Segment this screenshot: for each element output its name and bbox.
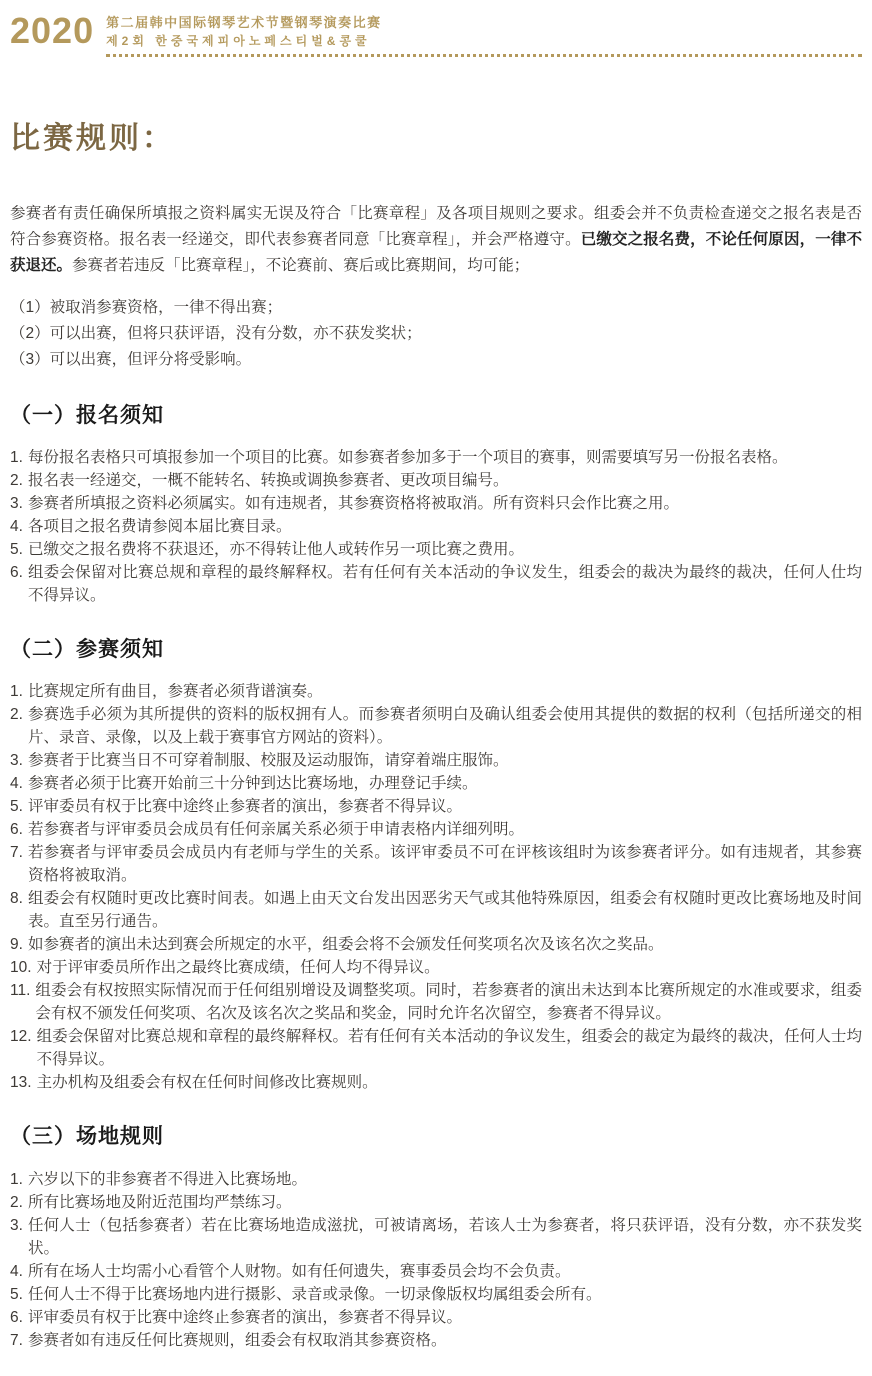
rule-text: 任何人士（包括参赛者）若在比赛场地造成滋扰，可被请离场，若该人士为参赛者，将只获评语，没有分数，亦不获发奖状。: [27, 1216, 862, 1257]
section-heading: （三）场地规则: [10, 1125, 164, 1149]
rule-text: 任何人士不得于比赛场地内进行摄影、录音或录像。一切录像版权均属组委会所有。: [27, 1285, 602, 1303]
rule-item: [10, 956, 862, 979]
rule-text: 所有比赛场地及附近范围均严禁练习。: [27, 1193, 292, 1211]
rule-item: [10, 1214, 862, 1260]
section-venue-rules: [10, 1120, 862, 1351]
rule-item: [10, 818, 862, 841]
rule-text: 组委会有权按照实际情况而于任何组别增设及调整奖项。同时，若参赛者的演出未达到本比赛所规定的水准或要求，组委会有权不颁发任何奖项、名次及该名次之奖品和奖金，同时允许名次留空，参赛者不得异议。: [35, 982, 862, 1023]
rule-text: 各项目之报名费请参阅本届比赛目录。: [27, 517, 292, 535]
rule-list: [10, 446, 862, 607]
rule-number: 5.: [10, 1285, 23, 1303]
rule-text: 评审委员有权于比赛中途终止参赛者的演出，参赛者不得异议。: [27, 798, 462, 816]
rule-item: [10, 772, 862, 795]
rule-item: [10, 1329, 862, 1352]
rule-number: 2.: [10, 706, 23, 724]
rule-number: 11.: [10, 982, 31, 1000]
rule-text: 评审委员有权于比赛中途终止参赛者的演出，参赛者不得异议。: [27, 1308, 462, 1326]
rule-number: 13.: [10, 1074, 32, 1092]
dotted-divider: [106, 54, 862, 57]
document-body: [10, 113, 862, 1352]
rule-item: [10, 1260, 862, 1283]
intro-paragraph: [10, 201, 862, 279]
rule-number: 3.: [10, 494, 23, 512]
header-titles: [106, 12, 862, 57]
rule-number: 5.: [10, 798, 23, 816]
rule-text: 若参赛者与评审委员会成员内有老师与学生的关系。该评审委员不可在评核该组时为该参赛者评分。如有违规者，其参赛资格将被取消。: [27, 844, 862, 885]
rule-item: [10, 446, 862, 469]
rule-text: 参赛者所填报之资料必须属实。如有违规者，其参赛资格将被取消。所有资料只会作比赛之用。: [27, 494, 679, 512]
rule-text: 已缴交之报名费将不获退还，亦不得转让他人或转作另一项比赛之费用。: [27, 540, 524, 558]
rule-item: [10, 841, 862, 887]
rule-number: 12.: [10, 1028, 32, 1046]
rule-text: 组委会保留对比赛总规和章程的最终解释权。若有任何有关本活动的争议发生，组委会的裁决为最终的裁决，任何人仕均不得异议。: [27, 563, 862, 604]
header-title-chinese: 第二届韩中国际钢琴艺术节暨钢琴演奏比赛: [106, 15, 382, 30]
rule-item: [10, 469, 862, 492]
section-heading: （一）报名须知: [10, 403, 164, 427]
page-title: 比赛规则：: [10, 122, 175, 155]
rule-item: [10, 1168, 862, 1191]
intro-text-tail: 参赛者若违反「比赛章程」，不论赛前、赛后或比赛期间，均可能；: [72, 257, 530, 274]
rule-number: 7.: [10, 844, 23, 862]
rule-item: [10, 979, 862, 1025]
rule-text: 组委会保留对比赛总规和章程的最终解释权。若有任何有关本活动的争议发生，组委会的裁定为最终的裁决，任何人士均不得异议。: [36, 1028, 862, 1069]
rule-number: 3.: [10, 752, 23, 770]
rule-item: [10, 887, 862, 933]
rule-item: [10, 933, 862, 956]
rule-number: 1.: [10, 448, 23, 466]
header: [10, 12, 862, 57]
rule-item: [10, 1071, 862, 1094]
rule-list: [10, 680, 862, 1094]
penalty-item: （3）可以出赛，但评分将受影响。: [10, 350, 252, 368]
rule-text: 若参赛者与评审委员会成员有任何亲属关系必须于申请表格内详细列明。: [27, 821, 524, 839]
penalty-item: （2）可以出赛，但将只获评语，没有分数，亦不获发奖状；: [10, 324, 422, 342]
rule-text: 参赛者必须于比赛开始前三十分钟到达比赛场地，办理登记手续。: [27, 775, 478, 793]
penalty-item: （1）被取消参赛资格，一律不得出赛；: [10, 298, 283, 316]
rule-number: 6.: [10, 563, 23, 581]
rule-text: 所有在场人士均需小心看管个人财物。如有任何遗失，赛事委员会均不会负责。: [27, 1262, 571, 1280]
rule-text: 参赛者于比赛当日不可穿着制服、校服及运动服饰，请穿着端庄服饰。: [27, 752, 509, 770]
rule-number: 2.: [10, 1193, 23, 1211]
rule-number: 6.: [10, 821, 23, 839]
rule-text: 参赛选手必须为其所提供的资料的版权拥有人。而参赛者须明白及确认组委会使用其提供的数据的权利（包括所递交的相片、录音、录像，以及上载于赛事官方网站的资料）。: [27, 706, 862, 747]
rule-item: [10, 1025, 862, 1071]
rule-item: [10, 680, 862, 703]
rule-item: [10, 492, 862, 515]
section-heading: （二）参赛须知: [10, 637, 164, 661]
rule-item: [10, 749, 862, 772]
rule-text: 每份报名表格只可填报参加一个项目的比赛。如参赛者参加多于一个项目的赛事，则需要填写另一份报名表格。: [27, 448, 788, 466]
rule-list: [10, 1168, 862, 1352]
rule-number: 7.: [10, 1331, 23, 1349]
rule-text: 报名表一经递交，一概不能转名、转换或调换参赛者、更改项目编号。: [27, 471, 509, 489]
rule-number: 8.: [10, 890, 23, 908]
rule-number: 5.: [10, 540, 23, 558]
section-registration-rules: [10, 399, 862, 607]
section-participation-rules: [10, 633, 862, 1094]
rule-text: 参赛者如有违反任何比赛规则，组委会有权取消其参赛资格。: [27, 1331, 447, 1349]
intro-text-lead: 参赛者有责任确保所填报之资料属实无误及符合「比赛章程」及各项目规则之要求。组委会并不负责检查递交之报名表是否符合参赛资格。报名表一经递交，即代表参赛者同意「比赛章程」，并会严格遵守。: [10, 205, 862, 248]
rule-text: 主办机构及组委会有权在任何时间修改比赛规则。: [36, 1074, 378, 1092]
rule-text: 六岁以下的非参赛者不得进入比赛场地。: [27, 1170, 307, 1188]
rule-text: 比赛规定所有曲目，参赛者必须背谱演奏。: [27, 683, 323, 701]
rule-number: 1.: [10, 1170, 23, 1188]
header-title-korean: 제2회 한중국제피아노페스티벌&콩쿨: [106, 34, 371, 48]
rule-number: 4.: [10, 1262, 23, 1280]
rule-item: [10, 515, 862, 538]
rule-text: 对于评审委员所作出之最终比赛成绩，任何人均不得异议。: [36, 959, 440, 977]
rule-item: [10, 538, 862, 561]
rule-text: 组委会有权随时更改比赛时间表。如遇上由天文台发出因恶劣天气或其他特殊原因，组委会有权随时更改比赛场地及时间表。直至另行通告。: [27, 890, 862, 931]
rule-item: [10, 703, 862, 749]
rule-text: 如参赛者的演出未达到赛会所规定的水平，组委会将不会颁发任何奖项名次及该名次之奖品。: [27, 936, 664, 954]
rule-number: 10.: [10, 959, 32, 977]
penalty-list: [10, 295, 862, 373]
rule-number: 6.: [10, 1308, 23, 1326]
rule-number: 2.: [10, 471, 23, 489]
rule-number: 1.: [10, 683, 23, 701]
intro-text-bold: 已缴交之报名费，不论任何原因，一律不获退还。: [10, 231, 862, 274]
header-year: 2020: [10, 10, 95, 51]
rule-item: [10, 1191, 862, 1214]
rule-number: 4.: [10, 517, 23, 535]
rule-item: [10, 1283, 862, 1306]
rule-number: 4.: [10, 775, 23, 793]
rule-number: 3.: [10, 1216, 23, 1234]
rule-item: [10, 795, 862, 818]
rule-number: 9.: [10, 936, 23, 954]
rule-item: [10, 561, 862, 607]
rule-item: [10, 1306, 862, 1329]
